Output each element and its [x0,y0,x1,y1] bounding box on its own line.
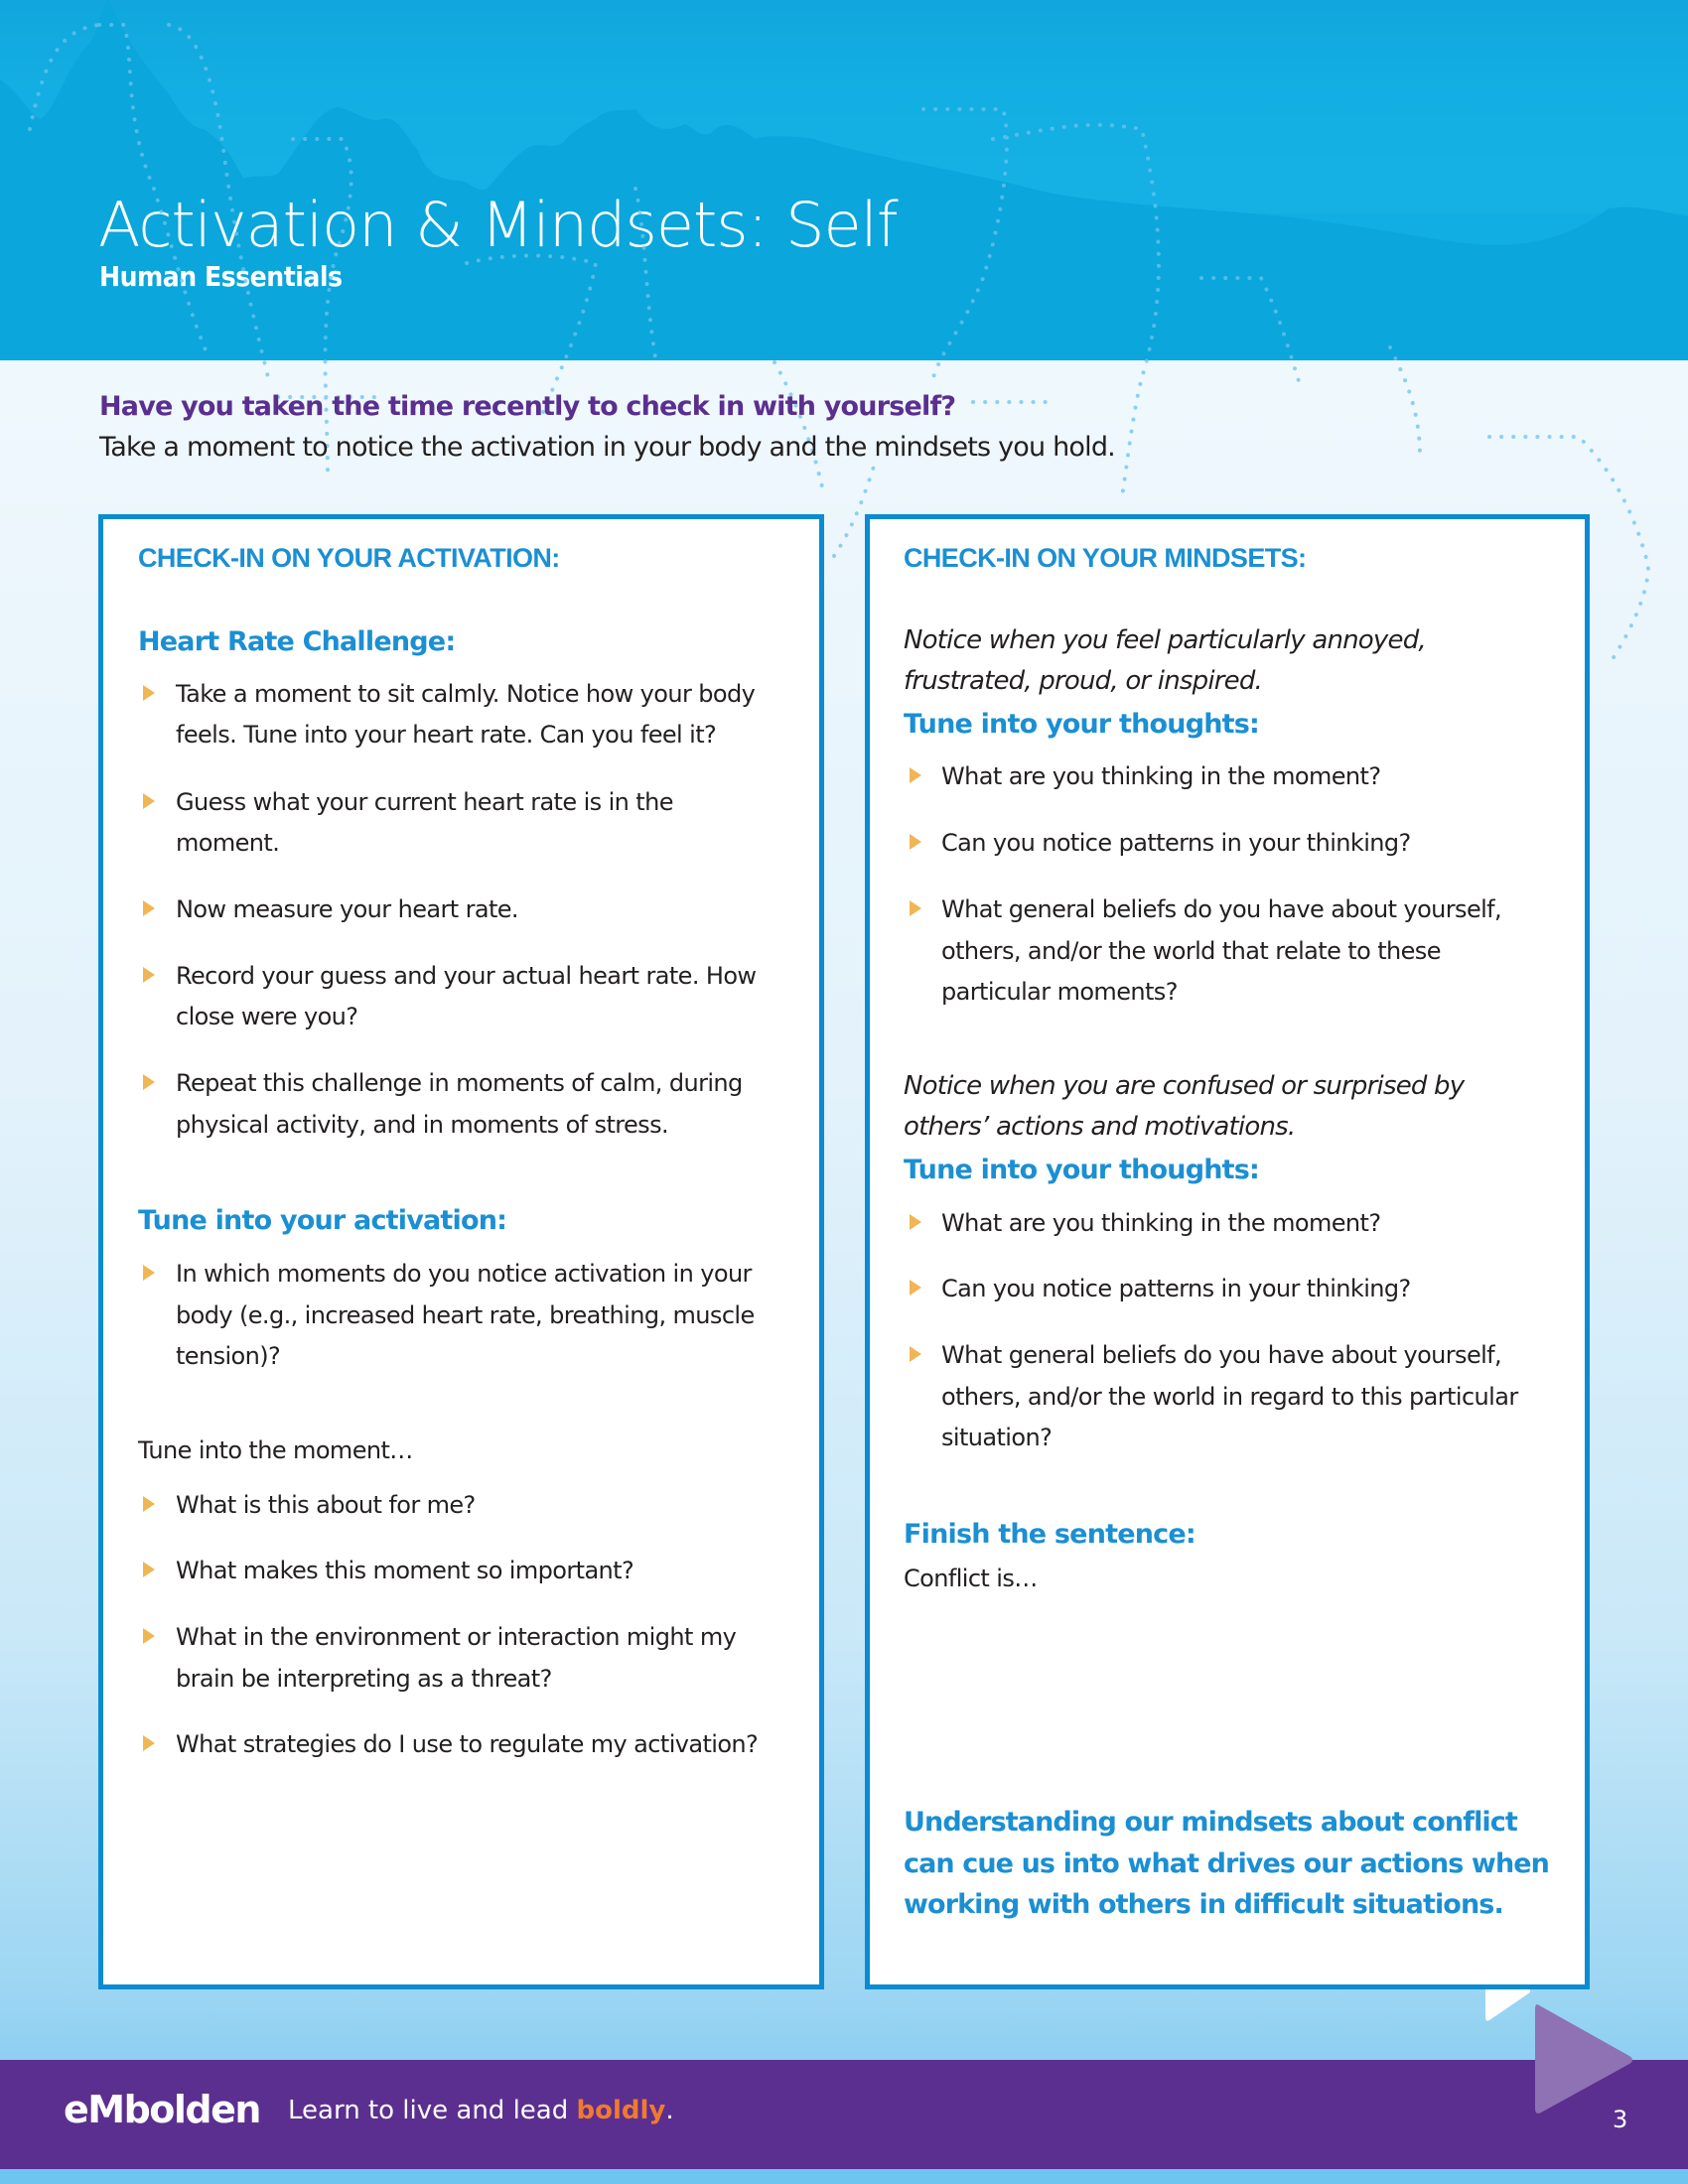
activation-checkin-panel [98,514,824,1989]
closing-statement: working with others in difficult situations. [904,1889,1503,1920]
mindsets-prompt-1: frustrated, proud, or inspired. [904,666,1263,696]
bullet-triangle-icon [910,1214,921,1230]
list-item: particular moments? [941,978,1178,1006]
mindsets-heading: CHECK-IN ON YOUR MINDSETS: [904,543,1307,573]
tune-moment-label: Tune into the moment… [138,1436,413,1464]
page-number: 3 [1613,2106,1628,2133]
finish-sentence-text: Conflict is… [904,1565,1038,1592]
list-item: Record your guess and your actual heart rate. How [176,962,757,990]
heart-rate-challenge-heading: Heart Rate Challenge: [138,626,456,657]
mindsets-prompt-2: others’ actions and motivations. [904,1112,1296,1142]
list-item: others, and/or the world in regard to this particular [941,1383,1518,1411]
list-item: Can you notice patterns in your thinking? [941,829,1411,857]
list-item: What strategies do I use to regulate my activation? [176,1730,759,1758]
list-item: Can you notice patterns in your thinking? [941,1275,1411,1302]
bullet-triangle-icon [143,1562,155,1577]
bullet-triangle-icon [143,685,155,701]
tune-thoughts-heading: Tune into your thoughts: [904,709,1260,740]
tune-thoughts-heading: Tune into your thoughts: [904,1155,1260,1185]
mountain-background-icon [0,0,1688,360]
list-item: Now measure your heart rate. [176,895,518,923]
list-item: Repeat this challenge in moments of calm, during [176,1069,743,1097]
bullet-triangle-icon [910,834,921,850]
bullet-triangle-icon [143,967,155,983]
tagline-suffix: . [665,2096,674,2125]
tagline-prefix: Learn to live and lead [288,2096,577,2125]
list-item: Take a moment to sit calmly. Notice how your body [176,680,756,708]
footer-tagline [288,2096,674,2125]
next-page-arrow-icon[interactable] [1470,1989,1668,2128]
page-title: Activation & Mindsets: Self [98,189,898,261]
tune-activation-heading: Tune into your activation: [138,1205,507,1236]
bullet-triangle-icon [910,1346,921,1362]
list-item: situation? [941,1424,1053,1451]
list-item: What is this about for me? [176,1491,476,1519]
closing-statement: Understanding our mindsets about conflict [904,1807,1517,1838]
list-item: moment. [176,829,280,857]
intro-sentence: Take a moment to notice the activation in your body and the mindsets you hold. [99,432,1115,463]
list-item: What are you thinking in the moment? [941,762,1381,790]
list-item: close were you? [176,1003,358,1030]
page-header [0,0,1688,360]
page-subtitle: Human Essentials [99,260,343,293]
bullet-triangle-icon [143,900,155,916]
list-item: tension)? [176,1342,281,1370]
bullet-triangle-icon [143,1074,155,1090]
list-item: others, and/or the world that relate to these [941,937,1441,965]
list-item: brain be interpreting as a threat? [176,1665,552,1693]
embolden-logo: eMbolden [64,2088,260,2131]
list-item: In which moments do you notice activation in your [176,1260,752,1288]
mindsets-prompt-1: Notice when you feel particularly annoyed, [904,625,1426,655]
tagline-accent: boldly [576,2096,666,2125]
list-item: What in the environment or interaction might my [176,1623,737,1651]
finish-sentence-heading: Finish the sentence: [904,1519,1196,1550]
footer-strip [0,2169,1688,2184]
list-item: What are you thinking in the moment? [941,1209,1381,1237]
mindsets-checkin-panel [865,514,1590,1989]
bullet-triangle-icon [143,1628,155,1644]
list-item: physical activity, and in moments of stress. [176,1111,669,1139]
bullet-triangle-icon [143,1735,155,1751]
list-item: What general beliefs do you have about yourself, [941,1341,1502,1369]
mindsets-prompt-2: Notice when you are confused or surprised by [904,1071,1465,1101]
closing-statement: can cue us into what drives our actions when [904,1848,1549,1879]
list-item: body (e.g., increased heart rate, breathing, muscle [176,1301,755,1329]
bullet-triangle-icon [143,793,155,809]
list-item: Guess what your current heart rate is in the [176,788,673,816]
intro-question: Have you taken the time recently to check in with yourself? [99,391,956,422]
bullet-triangle-icon [910,1280,921,1296]
bullet-triangle-icon [910,900,921,916]
bullet-triangle-icon [143,1265,155,1281]
bullet-triangle-icon [143,1496,155,1512]
bullet-triangle-icon [910,767,921,783]
activation-heading: CHECK-IN ON YOUR ACTIVATION: [138,543,560,573]
list-item: feels. Tune into your heart rate. Can you feel it? [176,721,717,749]
list-item: What general beliefs do you have about yourself, [941,895,1502,923]
list-item: What makes this moment so important? [176,1557,634,1584]
